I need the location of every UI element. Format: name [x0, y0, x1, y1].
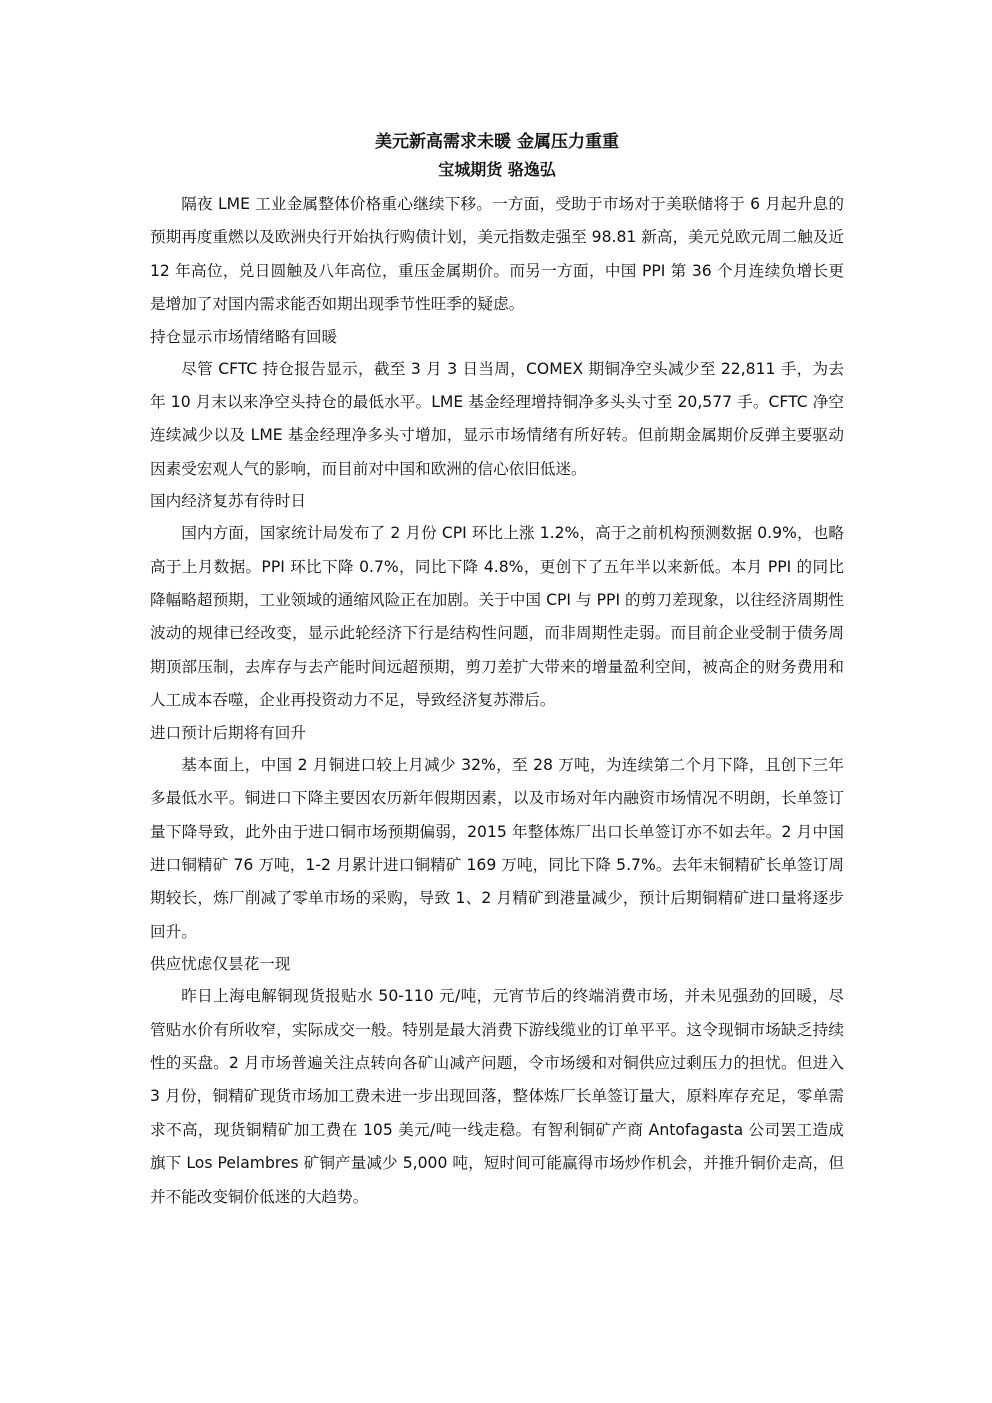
section-body-positions: 尽管 CFTC 持仓报告显示，截至 3 月 3 日当周，COMEX 期铜净空头减少至 22,811 手，为去年 10 月末以来净空头持仓的最低水平。LME 基金经理增持铜净多头头寸至 20,577 手。CFTC 净空连续减少以及 LME 基金经理净多头寸增加，显示市场情绪有所好转。但前期金属期价反弹主要驱动因素受宏观人气的影响，而目前对中国和欧洲的信心依旧低迷。 [150, 359, 844, 478]
section-body-supply: 昨日上海电解铜现货报贴水 50-110 元/吨，元宵节后的终端消费市场，并未见强劲的回暖，尽管贴水价有所收窄，实际成交一般。特别是最大消费下游线缆业的订单平平。这令现铜市场缺乏持续性的买盘。2 月市场普遍关注点转向各矿山减产问题，令市场缓和对铜供应过剩压力的担忧。但进入 3 月份，铜精矿现货市场加工费未进一步出现回落，整体炼厂长单签订量大，原料库存充足，零单需求不高，现货铜精矿加工费在 105 美元/吨一线走稳。有智利铜矿产商 Antofagasta 公司罢工造成旗下 Los Pelambres 矿铜产量减少 5,000 吨，短时间可能赢得市场炒作机会，并推升铜价走高，但并不能改变铜价低迷的大趋势。 [150, 987, 844, 1206]
section-body-imports: 基本面上，中国 2 月铜进口较上月减少 32%，至 28 万吨，为连续第二个月下降，且创下三年多最低水平。铜进口下降主要因农历新年假期因素，以及市场对年内融资市场情况不明朗，长单签订量下降导致，此外由于进口铜市场预期偏弱，2015 年整体炼厂出口长单签订亦不如去年。2 月中国进口铜精矿 76 万吨，1-2 月累计进口铜精矿 169 万吨，同比下降 5.7%。去年末铜精矿长单签订周期较长，炼厂削减了零单市场的采购，导致 1、2 月精矿到港量减少，预计后期铜精矿进口量将逐步回升。 [150, 755, 844, 941]
intro-paragraph: 隔夜 LME 工业金属整体价格重心继续下移。一方面，受助于市场对于美联储将于 6 月起升息的预期再度重燃以及欧洲央行开始执行购债计划，美元指数走强至 98.81 新高，美元兑欧元周二触及近 12 年高位，兑日圆触及八年高位，重压金属期价。而另一方面，中国 PPI 第 36 个月连续负增长更是增加了对国内需求能否如期出现季节性旺季的疑虑。 [150, 195, 844, 314]
article [150, 128, 844, 1214]
section-heading-supply: 供应忧虑仅昙花一现 [150, 955, 291, 974]
section-body-domestic-economy: 国内方面，国家统计局发布了 2 月份 CPI 环比上涨 1.2%，高于之前机构预测数据 0.9%，也略高于上月数据。PPI 环比下降 0.7%，同比下降 4.8%，更创下了五年半以来新低。本月 PPI 的同比降幅略超预期，工业领域的通缩风险正在加剧。关于中国 CPI 与 PPI 的剪刀差现象，以往经济周期性波动的规律已经改变，显示此轮经济下行是结构性问题，而非周期性走弱。而目前企业受制于债务周期顶部压制，去库存与去产能时间远超预期，剪刀差扩大带来的增量盈利空间，被高企的财务费用和人工成本吞噬，企业再投资动力不足，导致经济复苏滞后。 [150, 524, 844, 710]
section-heading-imports: 进口预计后期将有回升 [150, 723, 306, 742]
section-heading-domestic-economy: 国内经济复苏有待时日 [150, 492, 306, 511]
article-byline: 宝城期货 骆逸弘 [438, 160, 556, 179]
article-title: 美元新高需求未暖 金属压力重重 [375, 132, 619, 152]
section-heading-positions: 持仓显示市场情绪略有回暖 [150, 327, 338, 346]
